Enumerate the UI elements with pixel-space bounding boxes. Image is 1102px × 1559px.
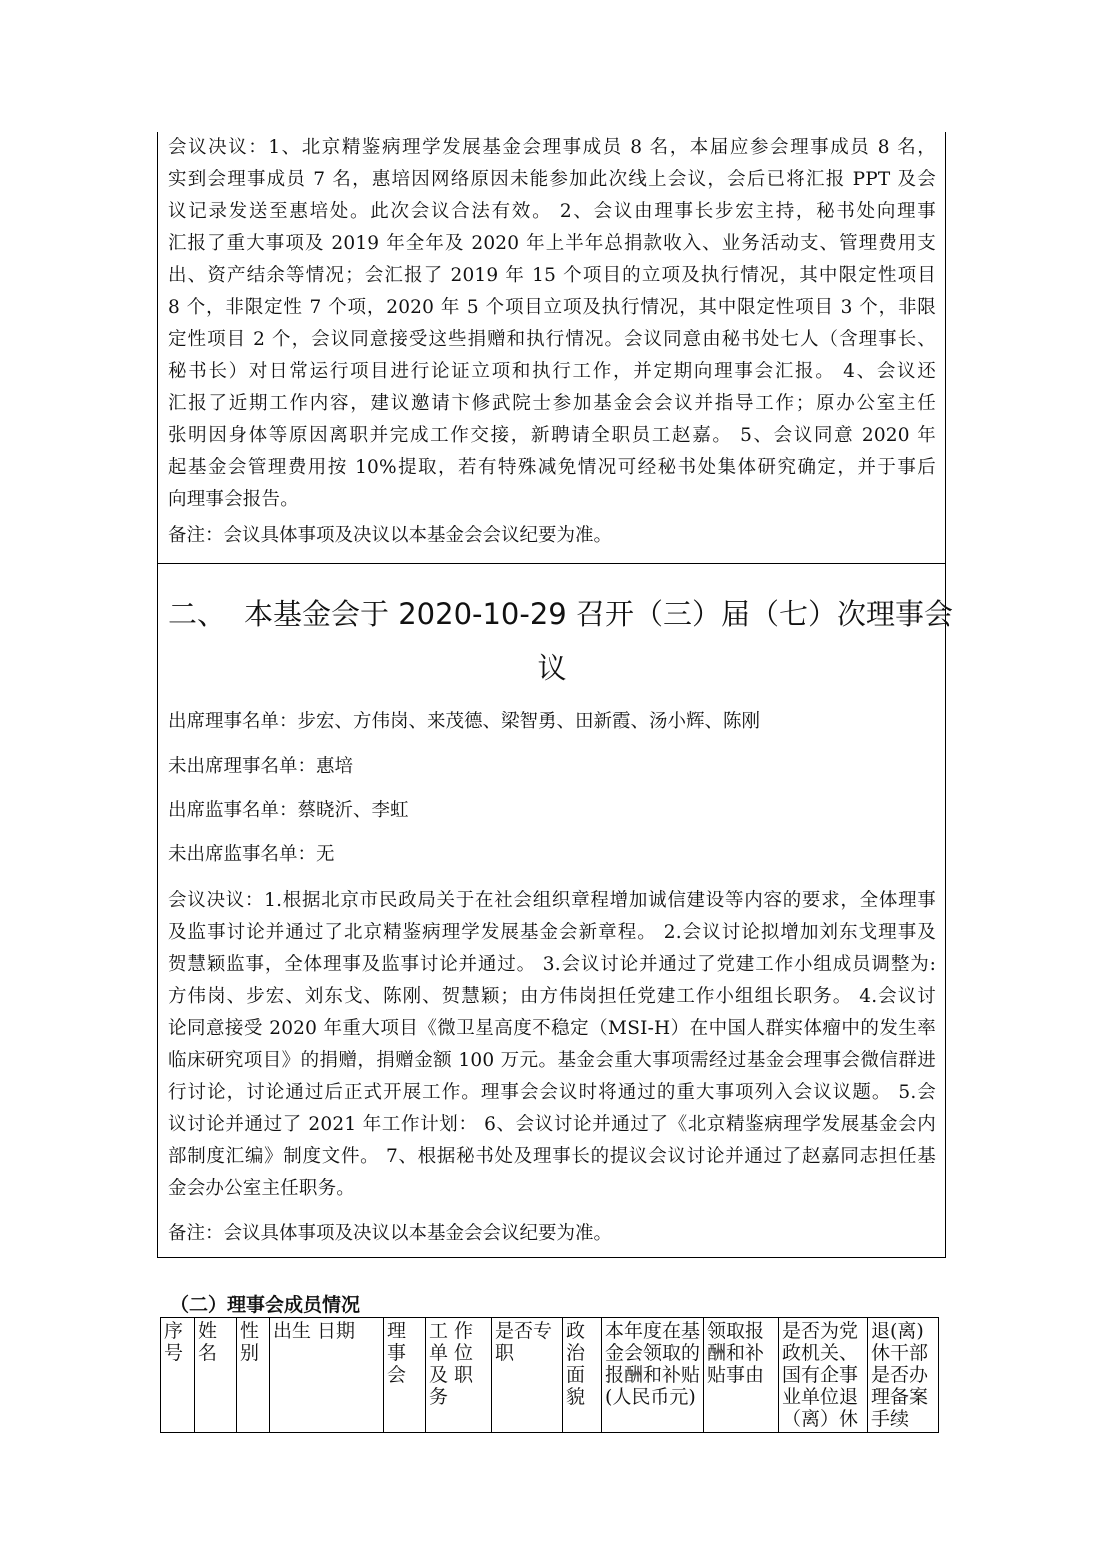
col-header-employer: 工 作单 位及 职务 <box>426 1318 492 1433</box>
meeting-1-resolution <box>168 132 936 516</box>
text-line: 定性项目 2 个，会议同意接受这些捐赠和执行情况。会议同意由秘书处七人（含理事长、 <box>168 329 936 350</box>
text-line: 贺慧颖监事，全体理事及监事讨论并通过。 3.会议讨论并通过了党建工作小组成员调整为: <box>168 954 936 975</box>
text-line: 汇报了近期工作内容，建议邀请卞修武院士参加基金会会议并指导工作；原办公室主任 <box>168 393 936 414</box>
text-line: 行讨论，讨论通过后正式开展工作。理事会会议时将通过的重大事项列入会议议题。 5.会 <box>168 1082 936 1103</box>
text-line: 8 个，非限定性 7 个项，2020 年 5 个项目立项及执行情况，其中限定性项目 3 个，非限 <box>168 297 936 318</box>
meeting-2-box <box>157 564 953 1258</box>
text-line: 金会办公室主任职务。 <box>168 1178 356 1199</box>
meeting-2-resolution <box>168 885 936 1205</box>
text-line: 秘书长）对日常运行项目进行论证立项和执行工作，并定期向理事会汇报。 4、会议还 <box>168 361 936 382</box>
absent-directors: 未出席理事名单：惠培 <box>168 756 354 777</box>
text-line: 会议决议：1、北京精鉴病理学发展基金会理事成员 8 名，本届应参会理事成员 8 名， <box>168 137 936 158</box>
text-line: 起基金会管理费用按 10%提取，若有特殊减免情况可经秘书处集体研究确定，并于事后 <box>168 457 936 478</box>
col-header-compensation: 本年度在基金会领取的报酬和补贴(人民币元) <box>602 1318 704 1433</box>
table-header-row <box>161 1318 939 1433</box>
meeting-2-title-continued: 议 <box>537 651 567 685</box>
col-header-name: 姓名 <box>195 1318 237 1433</box>
col-header-retired: 是否为党政机关、国有企事业单位退（离）休 <box>779 1318 868 1433</box>
text-line: 议讨论并通过了 2021 年工作计划： 6、会议讨论并通过了《北京精鉴病理学发展基金会内 <box>168 1114 936 1135</box>
section-number: 二、 <box>168 597 227 631</box>
col-header-birthdate: 出生 日期 <box>270 1318 384 1433</box>
section-title: （二）理事会成员情况 <box>170 1294 361 1316</box>
meeting-1-box <box>157 132 946 564</box>
col-header-compensation-reason: 领取报酬和补贴事由 <box>704 1318 779 1433</box>
col-header-retired-filing: 退(离)休干部是否办理备案手续 <box>868 1318 939 1433</box>
col-header-fulltime: 是否专职 <box>492 1318 563 1433</box>
text-line: 临床研究项目》的捐赠，捐赠金额 100 万元。基金会重大事项需经过基金会理事会微信群进 <box>168 1050 936 1071</box>
text-line: 部制度汇编》制度文件。 7、根据秘书处及理事长的提议会议讨论并通过了赵嘉同志担任基 <box>168 1146 936 1167</box>
board-members-table <box>160 1317 939 1433</box>
col-header-board: 理事会 <box>384 1318 426 1433</box>
text-line: 会议决议：1.根据北京市民政局关于在社会组织章程增加诚信建设等内容的要求，全体理事 <box>168 890 936 911</box>
text-line: 出、资产结余等情况；会汇报了 2019 年 15 个项目的立项及执行情况，其中限定性项目 <box>168 265 936 286</box>
col-header-index: 序号 <box>161 1318 195 1433</box>
attending-directors: 出席理事名单：步宏、方伟岗、来茂德、梁智勇、田新霞、汤小辉、陈刚 <box>168 711 761 732</box>
text-line: 论同意接受 2020 年重大项目《微卫星高度不稳定（MSI-H）在中国人群实体瘤中的发生率 <box>168 1018 936 1039</box>
meeting-2-note: 备注：会议具体事项及决议以本基金会会议纪要为准。 <box>168 1223 613 1244</box>
col-header-gender: 性别 <box>237 1318 270 1433</box>
absent-supervisors: 未出席监事名单：无 <box>168 844 335 865</box>
attending-supervisors: 出席监事名单：蔡晓沂、李虹 <box>168 800 409 821</box>
meeting-1-note: 备注：会议具体事项及决议以本基金会会议纪要为准。 <box>168 525 613 546</box>
meeting-2-title: 本基金会于 2020-10-29 召开（三）届（七）次理事会 <box>244 597 953 631</box>
text-line: 向理事会报告。 <box>168 489 299 510</box>
text-line: 议记录发送至惠培处。此次会议合法有效。 2、会议由理事长步宏主持，秘书处向理事 <box>168 201 936 222</box>
col-header-political: 政治面貌 <box>563 1318 602 1433</box>
text-line: 及监事讨论并通过了北京精鉴病理学发展基金会新章程。 2.会议讨论拟增加刘东戈理事及 <box>168 922 936 943</box>
text-line: 方伟岗、步宏、刘东戈、陈刚、贺慧颖；由方伟岗担任党建工作小组组长职务。 4.会议讨 <box>168 986 936 1007</box>
text-line: 汇报了重大事项及 2019 年全年及 2020 年上半年总捐款收入、业务活动支、管理费用支 <box>168 233 936 254</box>
text-line: 张明因身体等原因离职并完成工作交接，新聘请全职员工赵嘉。 5、会议同意 2020 年 <box>168 425 936 446</box>
text-line: 实到会理事成员 7 名，惠培因网络原因未能参加此次线上会议，会后已将汇报 PPT 及会 <box>168 169 936 190</box>
